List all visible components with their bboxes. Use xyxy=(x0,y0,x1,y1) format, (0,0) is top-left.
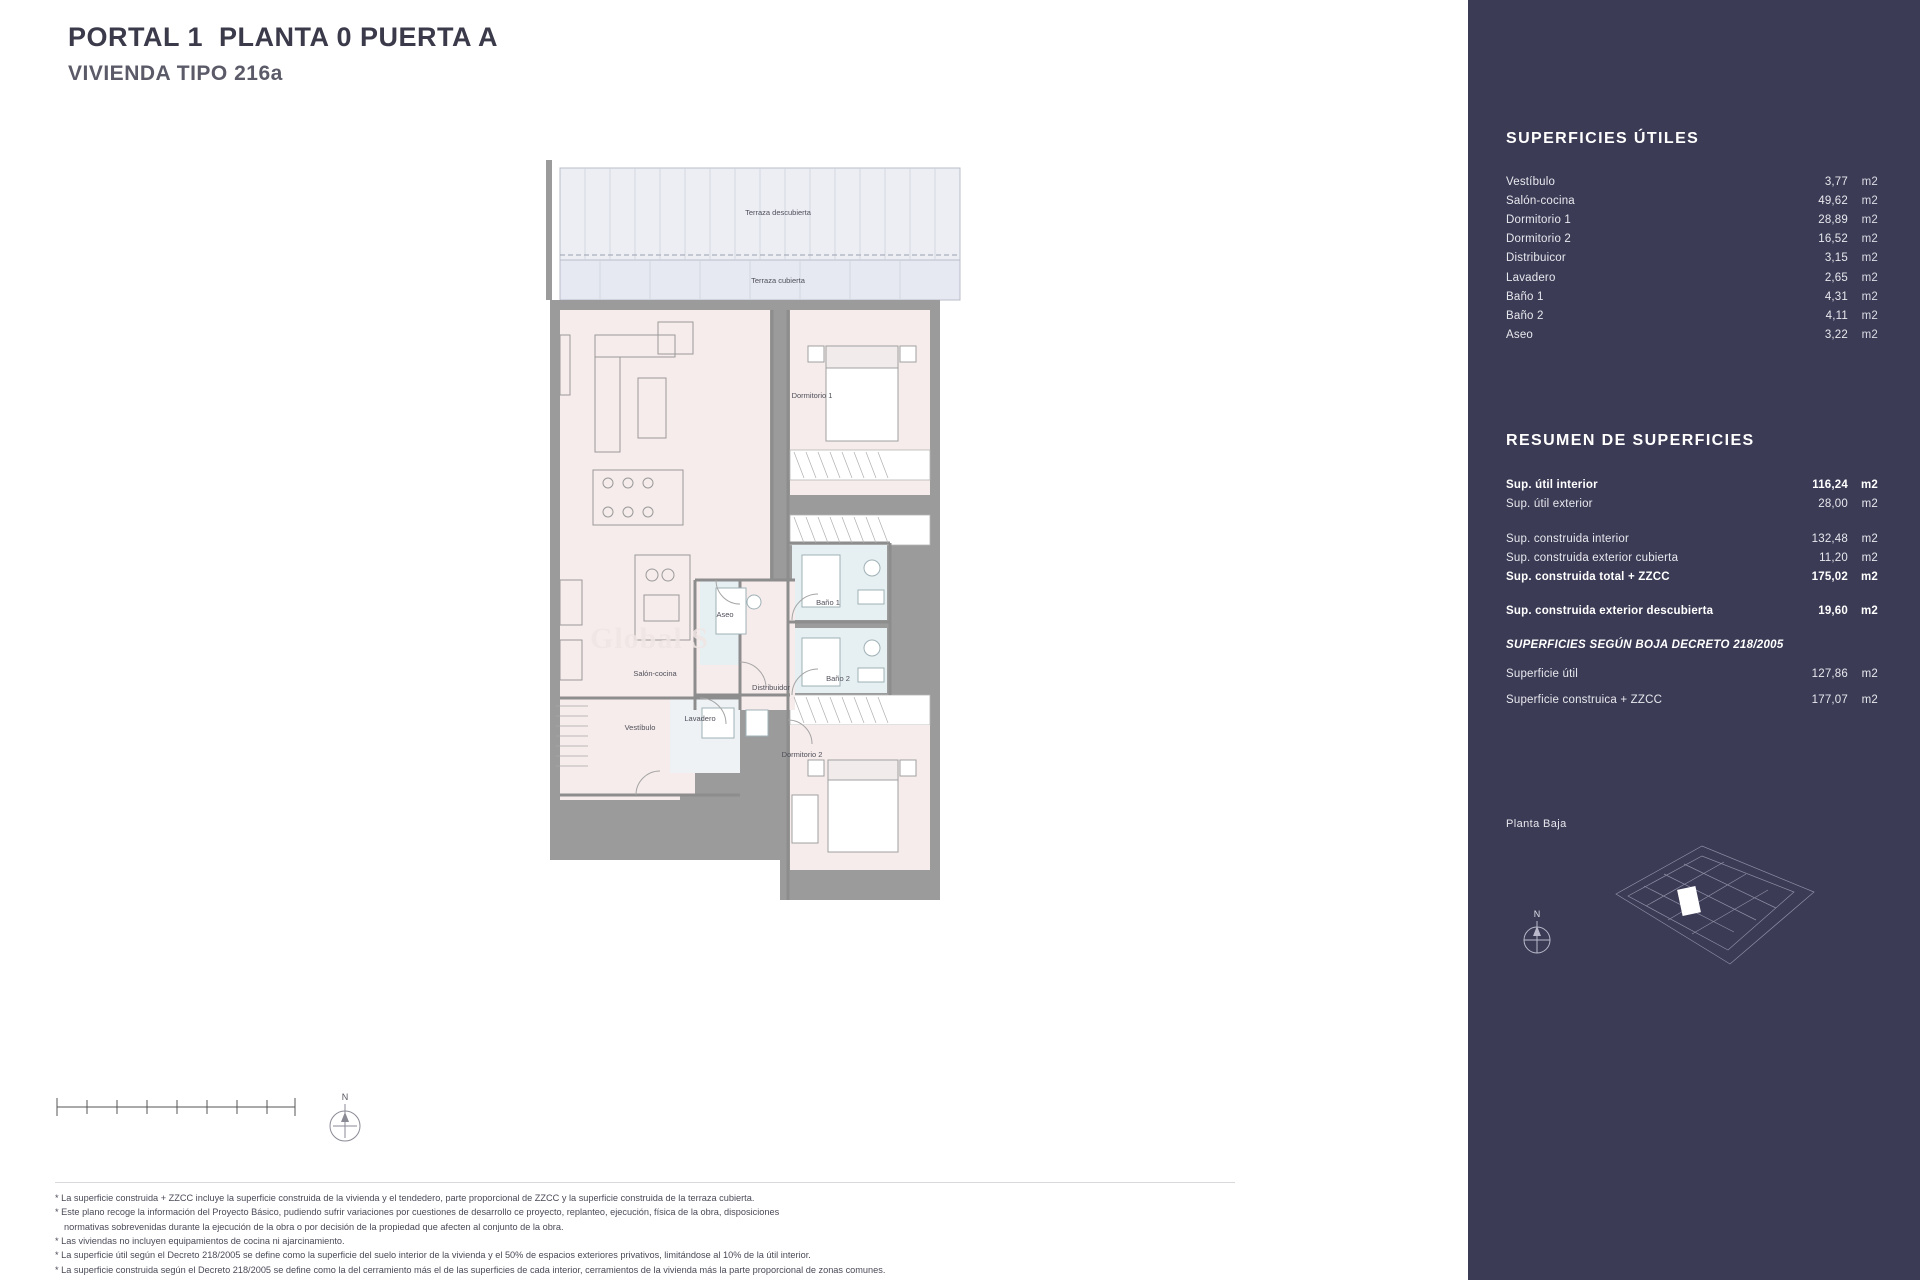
room-label-bano-2: Baño 2 xyxy=(826,674,850,683)
room-label-dormitorio-2: Dormitorio 2 xyxy=(781,750,823,759)
surface-row xyxy=(1506,306,1878,325)
surface-row xyxy=(1506,191,1878,210)
footnotes xyxy=(55,1192,1185,1278)
surface-row xyxy=(1506,661,1878,687)
surface-row-value: 132,48 xyxy=(1811,532,1848,545)
key-plan-label: Planta Baja xyxy=(1506,818,1567,830)
surface-row xyxy=(1506,548,1878,567)
room-label-lavadero: Lavadero xyxy=(684,714,716,723)
surface-row-value: 28,89 xyxy=(1818,213,1848,226)
scale-bar xyxy=(55,1092,305,1127)
floor-plan-svg xyxy=(540,150,1000,900)
surface-row-unit: m2 xyxy=(1861,290,1878,303)
surface-row-label: Distribuicor xyxy=(1506,252,1566,265)
surface-row xyxy=(1506,567,1878,586)
surface-row xyxy=(1506,172,1878,191)
key-plan-compass-icon xyxy=(1514,906,1560,967)
page-title: PORTAL 1 PLANTA 0 PUERTA A xyxy=(68,22,499,52)
surface-row-unit: m2 xyxy=(1861,175,1878,188)
compass-north-label: N xyxy=(341,1092,349,1102)
surface-row-unit: m2 xyxy=(1861,233,1878,246)
surface-row xyxy=(1506,210,1878,229)
surface-row xyxy=(1506,287,1878,306)
room-label-salon-cocina: Salón-cocina xyxy=(633,669,677,678)
surface-row-label: Vestíbulo xyxy=(1506,175,1556,188)
key-plan xyxy=(1506,818,1878,1018)
surface-row-value: 2,65 xyxy=(1824,271,1848,284)
surface-row-value: 177,07 xyxy=(1811,693,1848,706)
surface-row-label: Superficie construica + ZZCC xyxy=(1506,693,1663,706)
footnote-line: * Las viviendas no incluyen equipamientos de cocina ni ajarcinamiento. xyxy=(55,1236,345,1247)
surface-row-unit: m2 xyxy=(1861,498,1878,511)
footnote-line: normativas sobrevenidas durante la ejecución de la obra o por decisión de la propiedad que afecten al conjunto de la obra. xyxy=(64,1221,564,1232)
footnote-line: * Este plano recoge la información del Proyecto Básico, pudiendo sufrir variaciones por cuestiones de desarrollo ce proyecto, replanteo, ejecución, física de la obra, disposiciones xyxy=(55,1207,780,1218)
room-label-terraza-cubierta: Terraza cubierta xyxy=(751,276,805,285)
surface-row-unit: m2 xyxy=(1861,252,1878,265)
surface-row xyxy=(1506,268,1878,287)
surface-row-label: Superficie útil xyxy=(1506,667,1579,680)
page-header xyxy=(68,22,498,86)
surface-row-value: 3,77 xyxy=(1824,175,1848,188)
surface-row-unit: m2 xyxy=(1861,551,1878,564)
surface-row-label: Sup. útil interior xyxy=(1506,479,1598,492)
footnote-line: * La superficie útil según el Decreto 218/2005 se define como la superficie del suelo interior de la vivienda y el 50% de espacios exteriores privativos, limitándose al 10% de la útil interior. xyxy=(55,1250,811,1261)
floor-plan xyxy=(540,150,1000,900)
surface-row-value: 16,52 xyxy=(1818,233,1848,246)
surface-row xyxy=(1506,602,1878,621)
footnote-line: * La superficie construida + ZZCC incluye la superficie construida de la vivienda y el tendedero, parte proporcional de ZZCC y la superficie construida de la terraza cubierta. xyxy=(55,1193,755,1203)
superficies-utiles-section xyxy=(1506,130,1878,345)
surface-row-value: 3,15 xyxy=(1824,252,1848,265)
surface-row-value: 19,60 xyxy=(1818,605,1848,618)
footnote-line: * La superficie construida según el Decreto 218/2005 se define como la del cerramiento más el de las superficies de cada interior, cerramientos de la vivienda más la parte proporcional de zonas comunes. xyxy=(55,1264,886,1275)
room-label-bano-1: Baño 1 xyxy=(816,598,840,607)
surface-row-unit: m2 xyxy=(1861,667,1878,680)
surface-row-unit: m2 xyxy=(1860,605,1878,618)
boja-group xyxy=(1506,661,1878,713)
surface-row xyxy=(1506,495,1878,514)
surface-row-label: Sup. construida total + ZZCC xyxy=(1506,570,1670,583)
resumen-group-1 xyxy=(1506,476,1878,514)
surface-row-unit: m2 xyxy=(1861,329,1878,342)
resumen-superficies-section xyxy=(1506,432,1878,713)
room-label-aseo: Aseo xyxy=(716,610,734,619)
surface-row-unit: m2 xyxy=(1861,309,1878,322)
room-label-dormitorio-1: Dormitorio 1 xyxy=(791,391,833,400)
resumen-heading: RESUMEN DE SUPERFICIES xyxy=(1506,432,1755,449)
surface-row-unit: m2 xyxy=(1861,194,1878,207)
surface-row-unit: m2 xyxy=(1860,479,1878,492)
summary-panel xyxy=(1468,0,1920,1280)
surface-row-unit: m2 xyxy=(1860,570,1878,583)
surface-row xyxy=(1506,326,1878,345)
surface-row xyxy=(1506,476,1878,495)
room-label-vestibulo: Vestíbulo xyxy=(624,723,656,732)
footer-divider xyxy=(55,1182,1235,1183)
surface-row-label: Baño 1 xyxy=(1506,290,1544,303)
superficies-utiles-list xyxy=(1506,172,1878,345)
surface-row-value: 127,86 xyxy=(1811,667,1848,680)
surface-row-label: Dormitorio 1 xyxy=(1506,213,1572,226)
surface-row-label: Salón-cocina xyxy=(1506,194,1575,207)
key-plan-north-label: N xyxy=(1533,909,1541,919)
key-plan-drawing xyxy=(1584,836,1834,991)
surface-row-unit: m2 xyxy=(1861,213,1878,226)
surface-row xyxy=(1506,230,1878,249)
surface-row-label: Sup. construida interior xyxy=(1506,532,1630,545)
superficies-utiles-heading: SUPERFICIES ÚTILES xyxy=(1506,130,1700,147)
surface-row-label: Sup. útil exterior xyxy=(1506,498,1593,511)
surface-row-value: 116,24 xyxy=(1812,479,1848,492)
resumen-group-3 xyxy=(1506,602,1878,621)
surface-row-value: 175,02 xyxy=(1811,570,1848,583)
surface-row-label: Aseo xyxy=(1506,329,1534,342)
surface-row-value: 11,20 xyxy=(1819,551,1848,564)
surface-row-unit: m2 xyxy=(1861,271,1878,284)
surface-row-label: Lavadero xyxy=(1506,271,1556,284)
surface-row-label: Dormitorio 2 xyxy=(1506,233,1572,246)
surface-row xyxy=(1506,249,1878,268)
page-subtitle: VIVIENDA TIPO 216a xyxy=(68,62,283,85)
watermark: Global S xyxy=(590,622,709,655)
surface-row-value: 49,62 xyxy=(1818,194,1848,207)
surface-row-value: 3,22 xyxy=(1824,329,1848,342)
boja-heading: SUPERFICIES SEGÚN BOJA DECRETO 218/2005 xyxy=(1506,638,1784,651)
surface-row-label: Sup. construida exterior descubierta xyxy=(1506,605,1714,618)
surface-row-unit: m2 xyxy=(1861,532,1878,545)
surface-row-unit: m2 xyxy=(1861,693,1878,706)
compass-icon xyxy=(320,1088,370,1153)
resumen-group-2 xyxy=(1506,530,1878,586)
surface-row-value: 28,00 xyxy=(1818,498,1848,511)
surface-row-label: Baño 2 xyxy=(1506,309,1544,322)
room-label-distribuidor: Distribuidor xyxy=(752,683,790,692)
room-label-terraza-descubierta: Terraza descubierta xyxy=(745,208,811,217)
surface-row xyxy=(1506,530,1878,549)
surface-row-label: Sup. construida exterior cubierta xyxy=(1506,551,1679,564)
surface-row xyxy=(1506,687,1878,713)
surface-row-value: 4,11 xyxy=(1825,309,1848,322)
surface-row-value: 4,31 xyxy=(1824,290,1848,303)
